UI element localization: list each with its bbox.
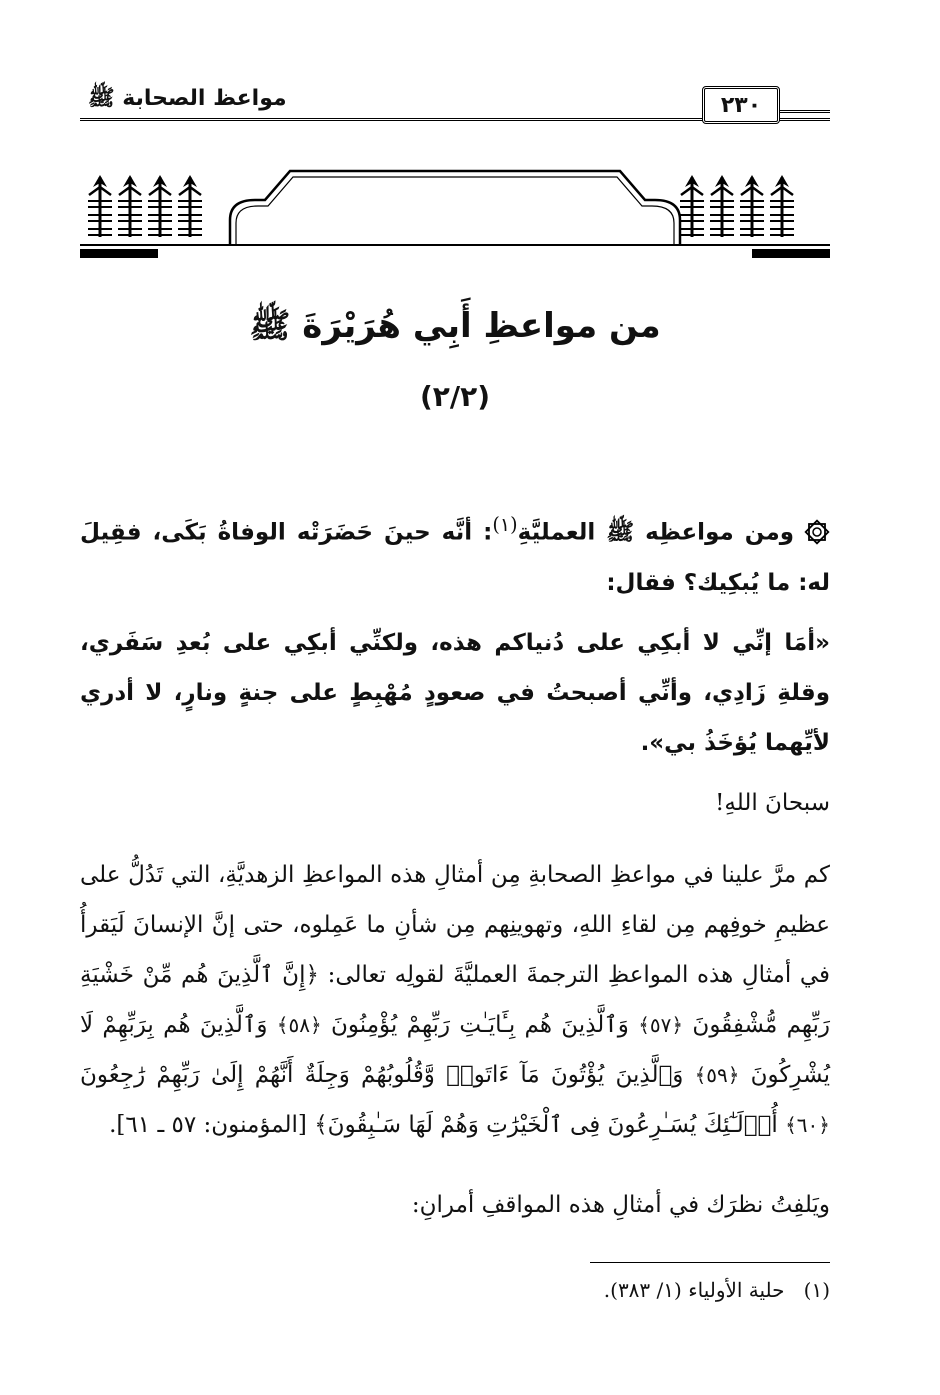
quote-paragraph: «أمَا إنِّي لا أبكِي على دُنياكم هذه، ولكنِّي أبكِي على بُعدِ سَفَري، وقلةِ زَادِي، وأنِّي أصبحتُ في صعودٍ مُهْبِطٍ على جنةٍ ونارٍ، لا أدري لأيِّهما يُؤخَذُ بي».	[80, 629, 830, 756]
paragraph-2-intro: كم مرَّ علينا في مواعظِ الصحابةِ مِن أمثالِ هذه المواعظِ الزهديَّةِ، التي تَدُلُّ على عظيمِ خوفِهم مِن لقاءِ اللهِ، وتهوينِهم مِن شأنِ ما عَمِلوه، حتى إنَّ الإنسانَ لَيَقرأُ في أمثالِ هذه المواعظِ الترجمةَ العمليَّةَ لقولِه تعالى:	[80, 861, 831, 988]
book-title: مواعظ الصحابة ﷺ	[88, 86, 287, 111]
footnote-marker: (١)	[803, 1278, 830, 1302]
verse-number-58: ﴿٥٨﴾	[276, 1012, 322, 1037]
running-header	[80, 80, 830, 130]
footnote-rule	[590, 1262, 830, 1263]
octagram-bullet-icon	[804, 513, 830, 539]
quran-verse-1: ﴿إِنَّ ٱلَّذِينَ هُم مِّنْ خَشْيَةِ رَبِّهِم مُّشْفِقُونَ	[80, 961, 831, 1038]
verse-number-60: ﴿٦٠﴾	[785, 1112, 830, 1137]
paragraph-3: ويَلفِتُ نظرَك في أمثالِ هذه المواقفِ أمرانِ:	[411, 1191, 830, 1218]
exclamation: سبحانَ اللهِ!	[715, 789, 830, 816]
quran-verse-4: وَٱلَّذِينَ يُؤْتُونَ مَآ ءَاتَوا۟ وَّقُلُوبُهُمْ وَجِلَةٌ أَنَّهُمْ إِلَىٰ رَبِّهِمْ رَٰجِعُونَ	[80, 1061, 684, 1088]
footnote-text: حلية الأولياء (١/ ٣٨٣).	[603, 1278, 785, 1302]
paragraph-2	[80, 850, 830, 1150]
body-text	[80, 500, 830, 1230]
page-number: ٢٣٠	[702, 86, 780, 124]
quran-verse-3: وَٱلَّذِينَ هُم بِرَبِّهِمْ لَا يُشْرِكُونَ	[80, 1011, 830, 1088]
paragraph-1-rest: : أنَّه حينَ حَضَرَتْه الوفاةُ بَكَى، فقِيلَ له: ما يُبكِيك؟ فقال:	[80, 519, 830, 596]
chapter-part: (٢/٢)	[420, 380, 490, 413]
paragraph-1-lead: ومن مواعظِه ﷺ العمليَّةِ	[517, 519, 794, 546]
quran-verse-2: وَٱلَّذِينَ هُم بِـَٔايَـٰتِ رَبِّهِمْ يُؤْمِنُونَ	[331, 1011, 629, 1038]
chapter-title: من مواعظِ أَبِي هُرَيْرَةَ ﷺ	[249, 306, 661, 346]
paragraph-1	[80, 500, 830, 608]
footnote-ref[interactable]: (١)	[492, 513, 518, 536]
quran-verse-5: أُو۟لَـٰٓئِكَ يُسَـٰرِعُونَ فِى ٱلْخَيْرَٰتِ وَهُمْ لَهَا سَـٰبِقُونَ﴾	[314, 1111, 778, 1138]
header-rule-right	[780, 110, 830, 113]
verse-reference: [المؤمنون: ٥٧ ـ ٦١].	[109, 1111, 307, 1138]
palm-ornament-icon	[80, 165, 830, 265]
verse-number-59: ﴿٥٩﴾	[694, 1062, 740, 1087]
footnote-1	[80, 1278, 830, 1302]
verse-number-57: ﴿٥٧﴾	[638, 1012, 684, 1037]
